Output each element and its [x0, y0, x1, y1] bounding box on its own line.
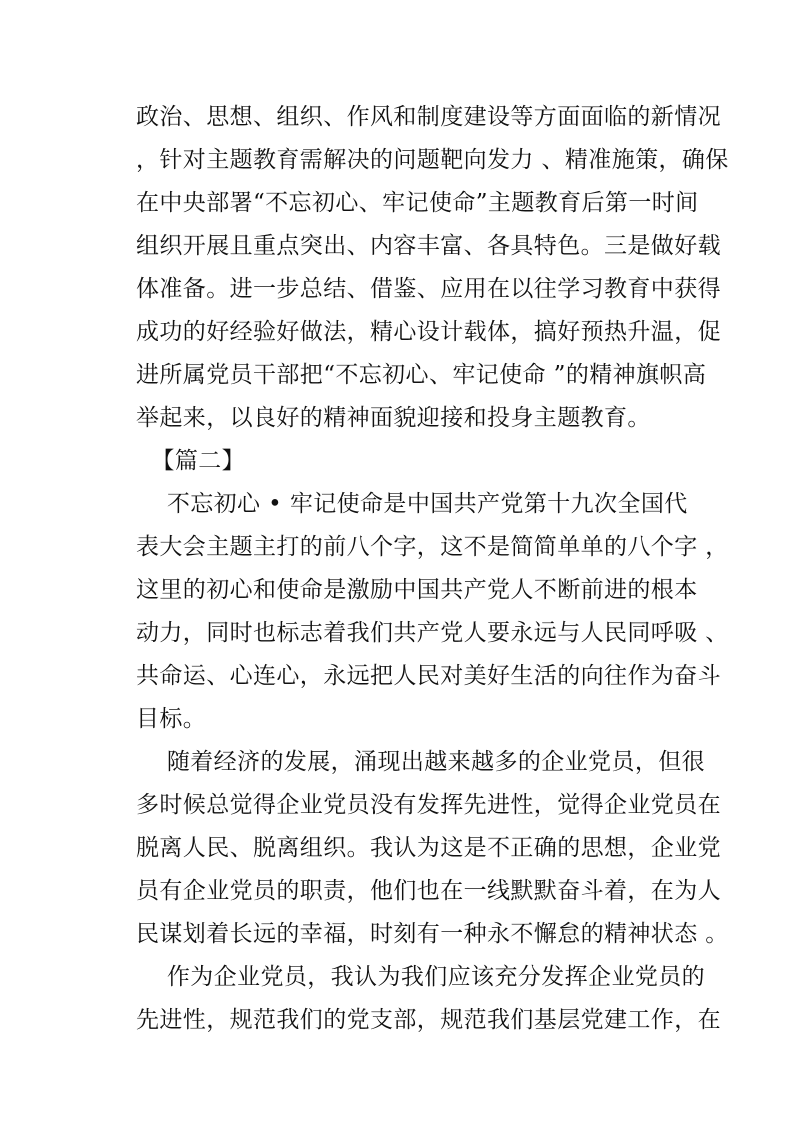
text-line: 作为企业党员，我认为我们应该充分发挥企业党员的 — [136, 964, 706, 990]
text-line: 动力，同时也标志着我们共产党人要永远与人民同呼吸 、 — [136, 620, 729, 646]
text-line: 目标。 — [136, 706, 207, 732]
text-line: 进所属党员干部把“不忘初心、牢记使命 ”的精神旗帜高 — [136, 362, 707, 388]
section-heading: 【篇二】 — [136, 448, 246, 474]
text-line: 先进性，规范我们的党支部，规范我们基层党建工作，在 — [136, 1007, 721, 1033]
text-line: 多时候总觉得企业党员没有发挥先进性，觉得企业党员在 — [136, 792, 721, 818]
text-line: 共命运、心连心，永远把人民对美好生活的向往作为奋斗 — [136, 663, 721, 689]
text-line: 民谋划着长远的幸福，时刻有一种永不懈怠的精神状态 。 — [136, 921, 729, 947]
text-line: 表大会主题主打的前八个字，这不是简简单单的八个字 ， — [136, 534, 729, 560]
text-line: 脱离人民、脱离组织。我认为这是不正确的思想，企业党 — [136, 835, 721, 861]
text-line: 在中央部署“不忘初心、牢记使命”主题教育后第一时间 — [136, 190, 699, 216]
text-line: 举起来，以良好的精神面貌迎接和投身主题教育。 — [136, 405, 651, 431]
text-line: 政治、思想、组织、作风和制度建设等方面面临的新情况 — [136, 104, 721, 130]
text-line: 成功的好经验好做法，精心设计载体，搞好预热升温，促 — [136, 319, 721, 345]
text-line: 体准备。进一步总结、借鉴、应用在以往学习教育中获得 — [136, 276, 721, 302]
text-line: 这里的初心和使命是激励中国共产党人不断前进的根本 — [136, 577, 698, 603]
text-line: 组织开展且重点突出、内容丰富、各具特色。三是做好载 — [136, 233, 721, 259]
text-line: 员有企业党员的职责，他们也在一线默默奋斗着，在为人 — [136, 878, 721, 904]
text-line: ，针对主题教育需解决的问题靶向发力 、精准施策，确保 — [136, 147, 729, 173]
text-line: 不忘初心 • 牢记使命是中国共产党第十九次全国代 — [136, 491, 688, 517]
text-line: 随着经济的发展，涌现出越来越多的企业党员，但很 — [136, 749, 706, 775]
